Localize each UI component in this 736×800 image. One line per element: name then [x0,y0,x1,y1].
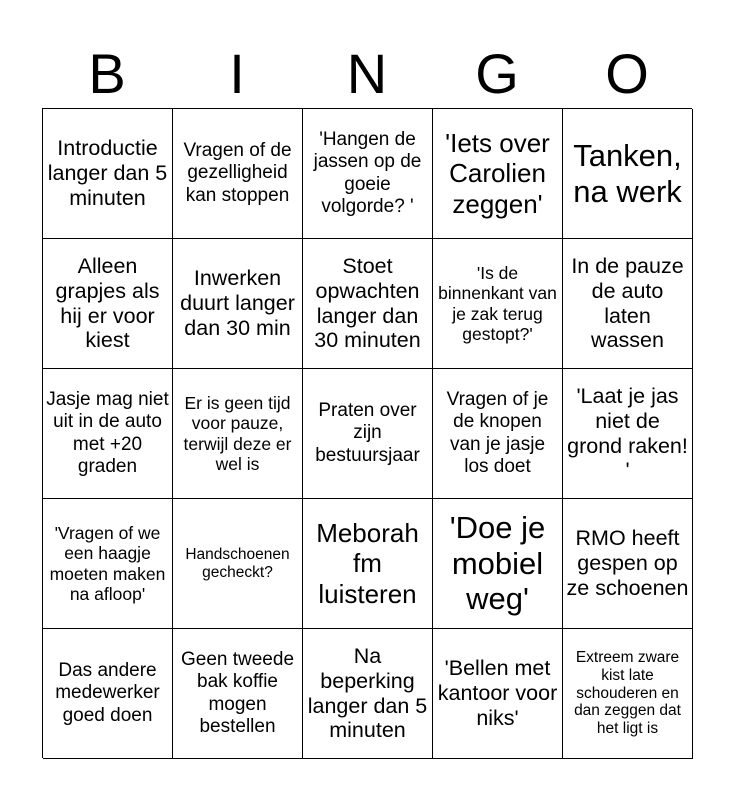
bingo-cell[interactable] [433,239,563,369]
bingo-cell-text: Inwerken duurt langer dan 30 min [180,266,295,340]
bingo-cell[interactable] [433,369,563,499]
bingo-cell-text: Stoet opwachten langer dan 30 minuten [314,253,421,353]
bingo-cell-text: Er is geen tijd voor pauze, terwijl deze er wel is [183,392,292,474]
bingo-header [42,40,692,108]
header-letter-b: B [88,42,126,105]
bingo-cell-text: 'Iets over Carolien zeggen' [445,128,550,219]
bingo-cell[interactable] [303,629,433,759]
bingo-cell[interactable] [173,369,303,499]
bingo-cell[interactable] [43,239,173,369]
bingo-cell[interactable] [563,109,693,239]
bingo-cell[interactable] [303,369,433,499]
header-letter-n: N [346,42,388,105]
bingo-cell-text: Extreem zware kist late schouderen en dan zeggen dat het ligt is [574,648,681,738]
bingo-cell-text: Na beperking langer dan 5 minuten [307,643,428,743]
bingo-cell[interactable] [303,239,433,369]
header-letter-o: O [605,42,649,105]
bingo-cell-text: 'Is de binnenkant van je zak terug gestopt?' [438,262,557,344]
bingo-cell[interactable] [43,369,173,499]
bingo-cell-text: 'Hangen de jassen op de goeie volgorde? ' [313,129,422,217]
bingo-cell-text: Das andere medewerker goed doen [55,660,160,726]
bingo-cell-text: 'Vragen of we een haagje moeten maken na afloop' [49,522,166,604]
bingo-cell-text: Geen tweede bak koffie mogen bestellen [180,649,295,737]
bingo-cell[interactable] [303,109,433,239]
header-letter-i: I [229,42,245,105]
bingo-cell-text: Jasje mag niet uit in de auto met +20 graden [46,389,169,477]
bingo-cell-text: Introductie langer dan 5 minuten [47,136,168,210]
bingo-cell-text: 'Bellen met kantoor voor niks' [437,656,558,730]
bingo-cell[interactable] [563,629,693,759]
bingo-cell-text: Alleen grapjes als hij er voor kiest [55,253,160,353]
bingo-cell-text: Praten over zijn bestuursjaar [315,400,420,466]
bingo-grid [42,108,692,758]
header-letter-g: G [475,42,519,105]
bingo-cell-text: In de pauze de auto laten wassen [571,253,684,353]
bingo-cell[interactable] [563,239,693,369]
bingo-cell-text: 'Doe je mobiel weg' [449,509,546,617]
bingo-cell[interactable] [433,629,563,759]
bingo-cell-text: RMO heeft gespen op ze schoenen [566,526,689,600]
bingo-cell[interactable] [43,499,173,629]
bingo-cell[interactable] [433,109,563,239]
bingo-cell[interactable] [303,499,433,629]
bingo-cell[interactable] [173,499,303,629]
bingo-cell-text: Handschoenen gecheckt? [185,545,290,581]
bingo-cell[interactable] [563,499,693,629]
bingo-cell[interactable] [563,369,693,499]
bingo-cell-text: Tanken, na werk [573,137,682,209]
bingo-cell-text: Meborah fm luisteren [316,518,419,609]
bingo-cell[interactable] [173,109,303,239]
bingo-cell[interactable] [43,629,173,759]
bingo-cell[interactable] [43,109,173,239]
bingo-cell[interactable] [433,499,563,629]
bingo-cell-text: Vragen of de gezelligheid kan stoppen [183,140,292,206]
bingo-cell[interactable] [173,629,303,759]
bingo-cell[interactable] [173,239,303,369]
bingo-cell-text: 'Laat je jas niet de grond raken! ' [567,383,688,483]
bingo-cell-text: Vragen of je de knopen van je jasje los doet [446,389,549,477]
